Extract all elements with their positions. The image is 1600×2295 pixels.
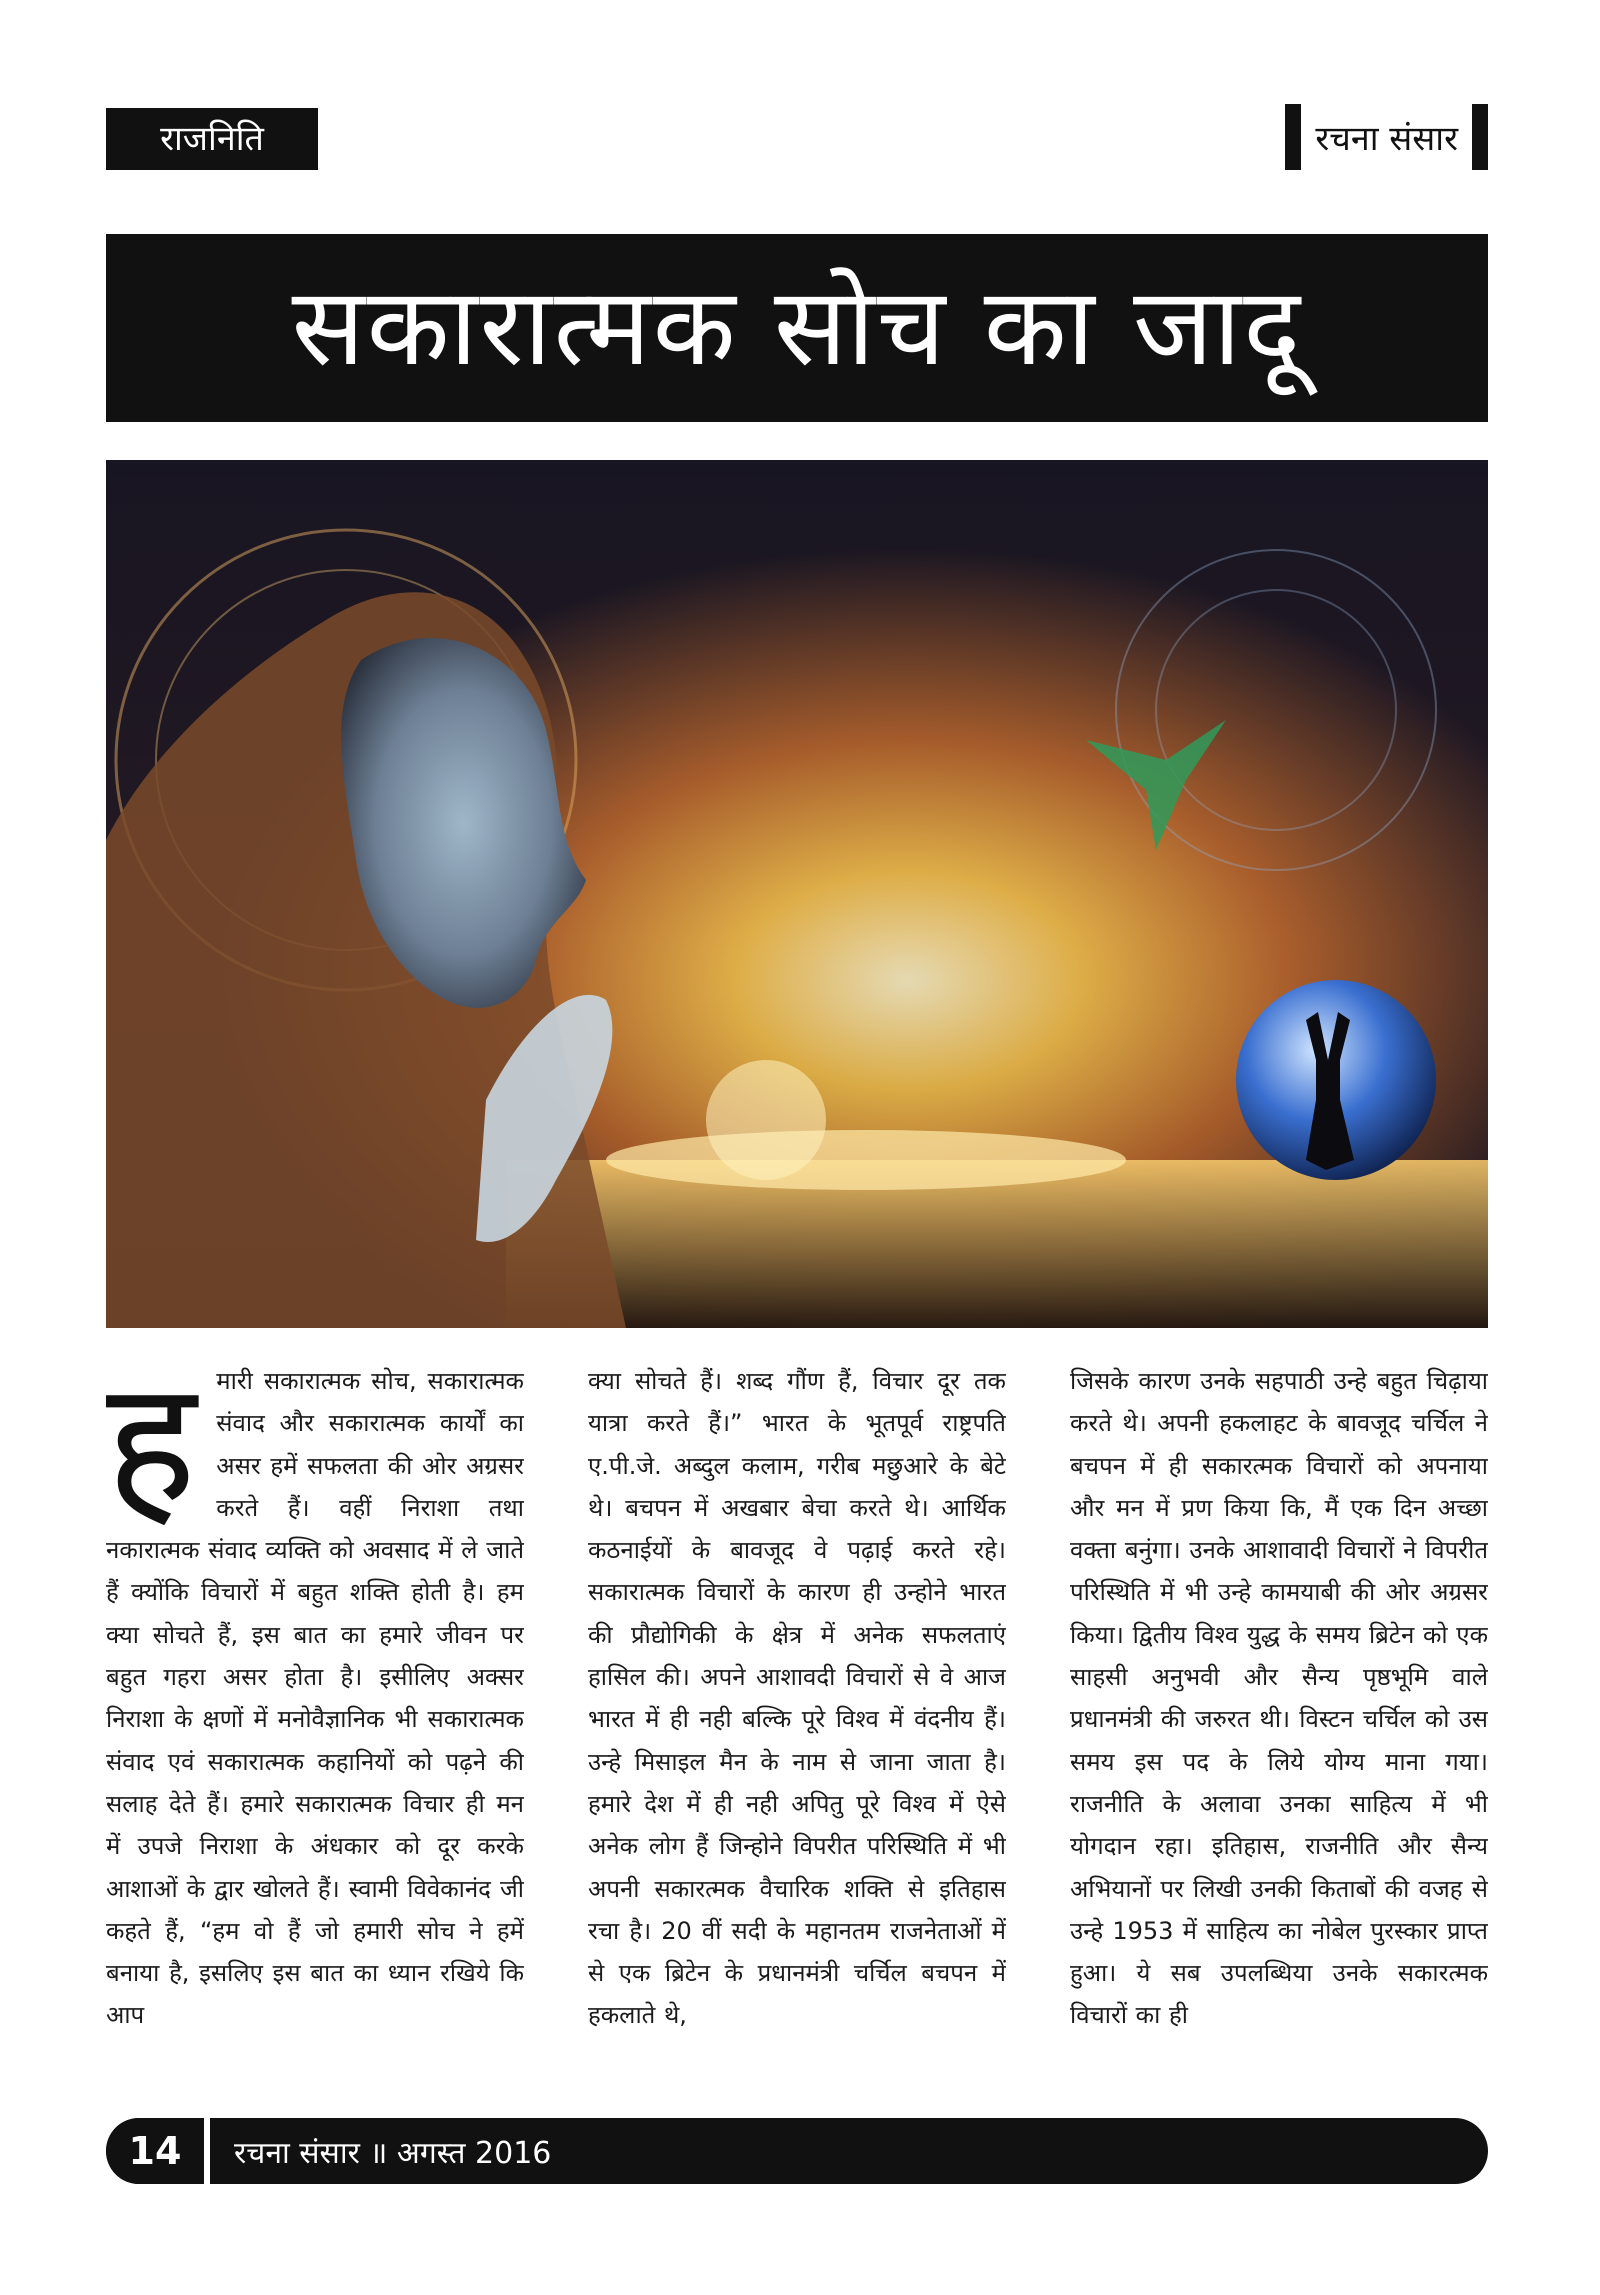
footer-text: रचना संसार ॥ अगस्त 2016 — [234, 2135, 552, 2171]
hero-illustration — [106, 460, 1488, 1328]
article-title: सकारात्मक सोच का जादू — [106, 234, 1488, 422]
article-body — [106, 1360, 1488, 2080]
page-footer — [106, 2118, 1488, 2184]
page-number: 14 — [106, 2118, 210, 2184]
column-text: जिसके कारण उनके सहपाठी उन्हे बहुत चिढ़ाया करते थे। अपनी हकलाहट के बावजूद चर्चिल ने बचपन में ही सकारत्मक विचारों को अपनाया और मन में प्रण किया कि, मैं एक दिन अच्छा वक्ता बनुंगा। उनके आशावादी विचारों ने विपरीत परिस्थिति में भी उन्हे कामयाबी की ओर अग्रसर किया। द्वितीय विश्व युद्ध के समय ब्रिटेन को एक साहसी अनुभवी और सैन्य पृष्ठभूमि वाले प्रधानमंत्री की जरुरत थी। विस्टन चर्चिल को उस समय इस पद के लिये योग्य माना गया। राजनीति के अलावा उनका साहित्य में भी योगदान रहा। इतिहास, राजनीति और सैन्य अभियानों पर लिखी उनकी किताबों की वजह से उन्हे 1953 में साहित्य का नोबेल पुरस्कार प्राप्त हुआ। ये सब उपलब्धिया उनके सकारत्मक विचारों का ही — [1070, 1367, 1488, 2030]
column-text: मारी सकारात्मक सोच, सकारात्मक संवाद और सकारात्मक कार्यों का असर हमें सफलता की ओर अग्रसर करते हैं। वहीं निराशा तथा नकारात्मक संवाद व्यक्ति को अवसाद में ले जाते हैं क्योंकि विचारों में बहुत शक्ति होती है। हम क्या सोचते हैं, इस बात का हमारे जीवन पर बहुत गहरा असर होता है। इसीलिए अक्सर निराशा के क्षणों में मनोवैज्ञानिक भी सकारात्मक संवाद एवं सकारात्मक कहानियों को पढ़ने की सलाह देते हैं। हमारे सकारात्मक विचार ही मन में उपजे निराशा के अंधकार को दूर करके आशाओं के द्वार खोलते हैं। स्वामी विवेकानंद जी कहते हैं, “हम वो हैं जो हमारी सोच ने हमें बनाया है, इसलिए इस बात का ध्यान रखिये कि आप — [106, 1367, 524, 2030]
column-text: क्या सोचते हैं। शब्द गौंण हैं, विचार दूर तक यात्रा करते हैं।” भारत के भूतपूर्व राष्ट्रपति ए.पी.जे. अब्दुल कलाम, गरीब मछुआरे के बेटे थे। बचपन में अखबार बेचा करते थे। आर्थिक कठनाईयों के बावजूद वे पढ़ाई करते रहे। सकारात्मक विचारों के कारण ही उन्होने भारत की प्रौद्योगिकी के क्षेत्र में अनेक सफलताएं हासिल की। अपने आशावदी विचारों से वे आज भारत में ही नही बल्कि पूरे विश्व में वंदनीय हैं। उन्हे मिसाइल मैन के नाम से जाना जाता है। हमारे देश में ही नही अपितु पूरे विश्व में ऐसे अनेक लोग हैं जिन्होने विपरीत परिस्थिति में भी अपनी सकारत्मक वैचारिक शक्ति से इतिहास रचा है। 20 वीं सदी के महानतम राजनेताओं में से एक ब्रिटेन के प्रधानमंत्री चर्चिल बचपन में हकलाते थे, — [588, 1367, 1006, 2030]
magazine-label — [1285, 104, 1488, 170]
left-bar-decoration — [1285, 104, 1301, 170]
section-label: राजनिति — [106, 108, 318, 170]
article-column-2 — [588, 1360, 1006, 2080]
meditation-artwork — [106, 460, 1488, 1328]
magazine-name: रचना संसार — [1315, 119, 1458, 159]
dropcap-letter: ह — [106, 1360, 197, 1542]
right-bar-decoration — [1472, 104, 1488, 170]
article-column-3 — [1070, 1360, 1488, 2080]
article-column-1 — [106, 1360, 524, 2080]
